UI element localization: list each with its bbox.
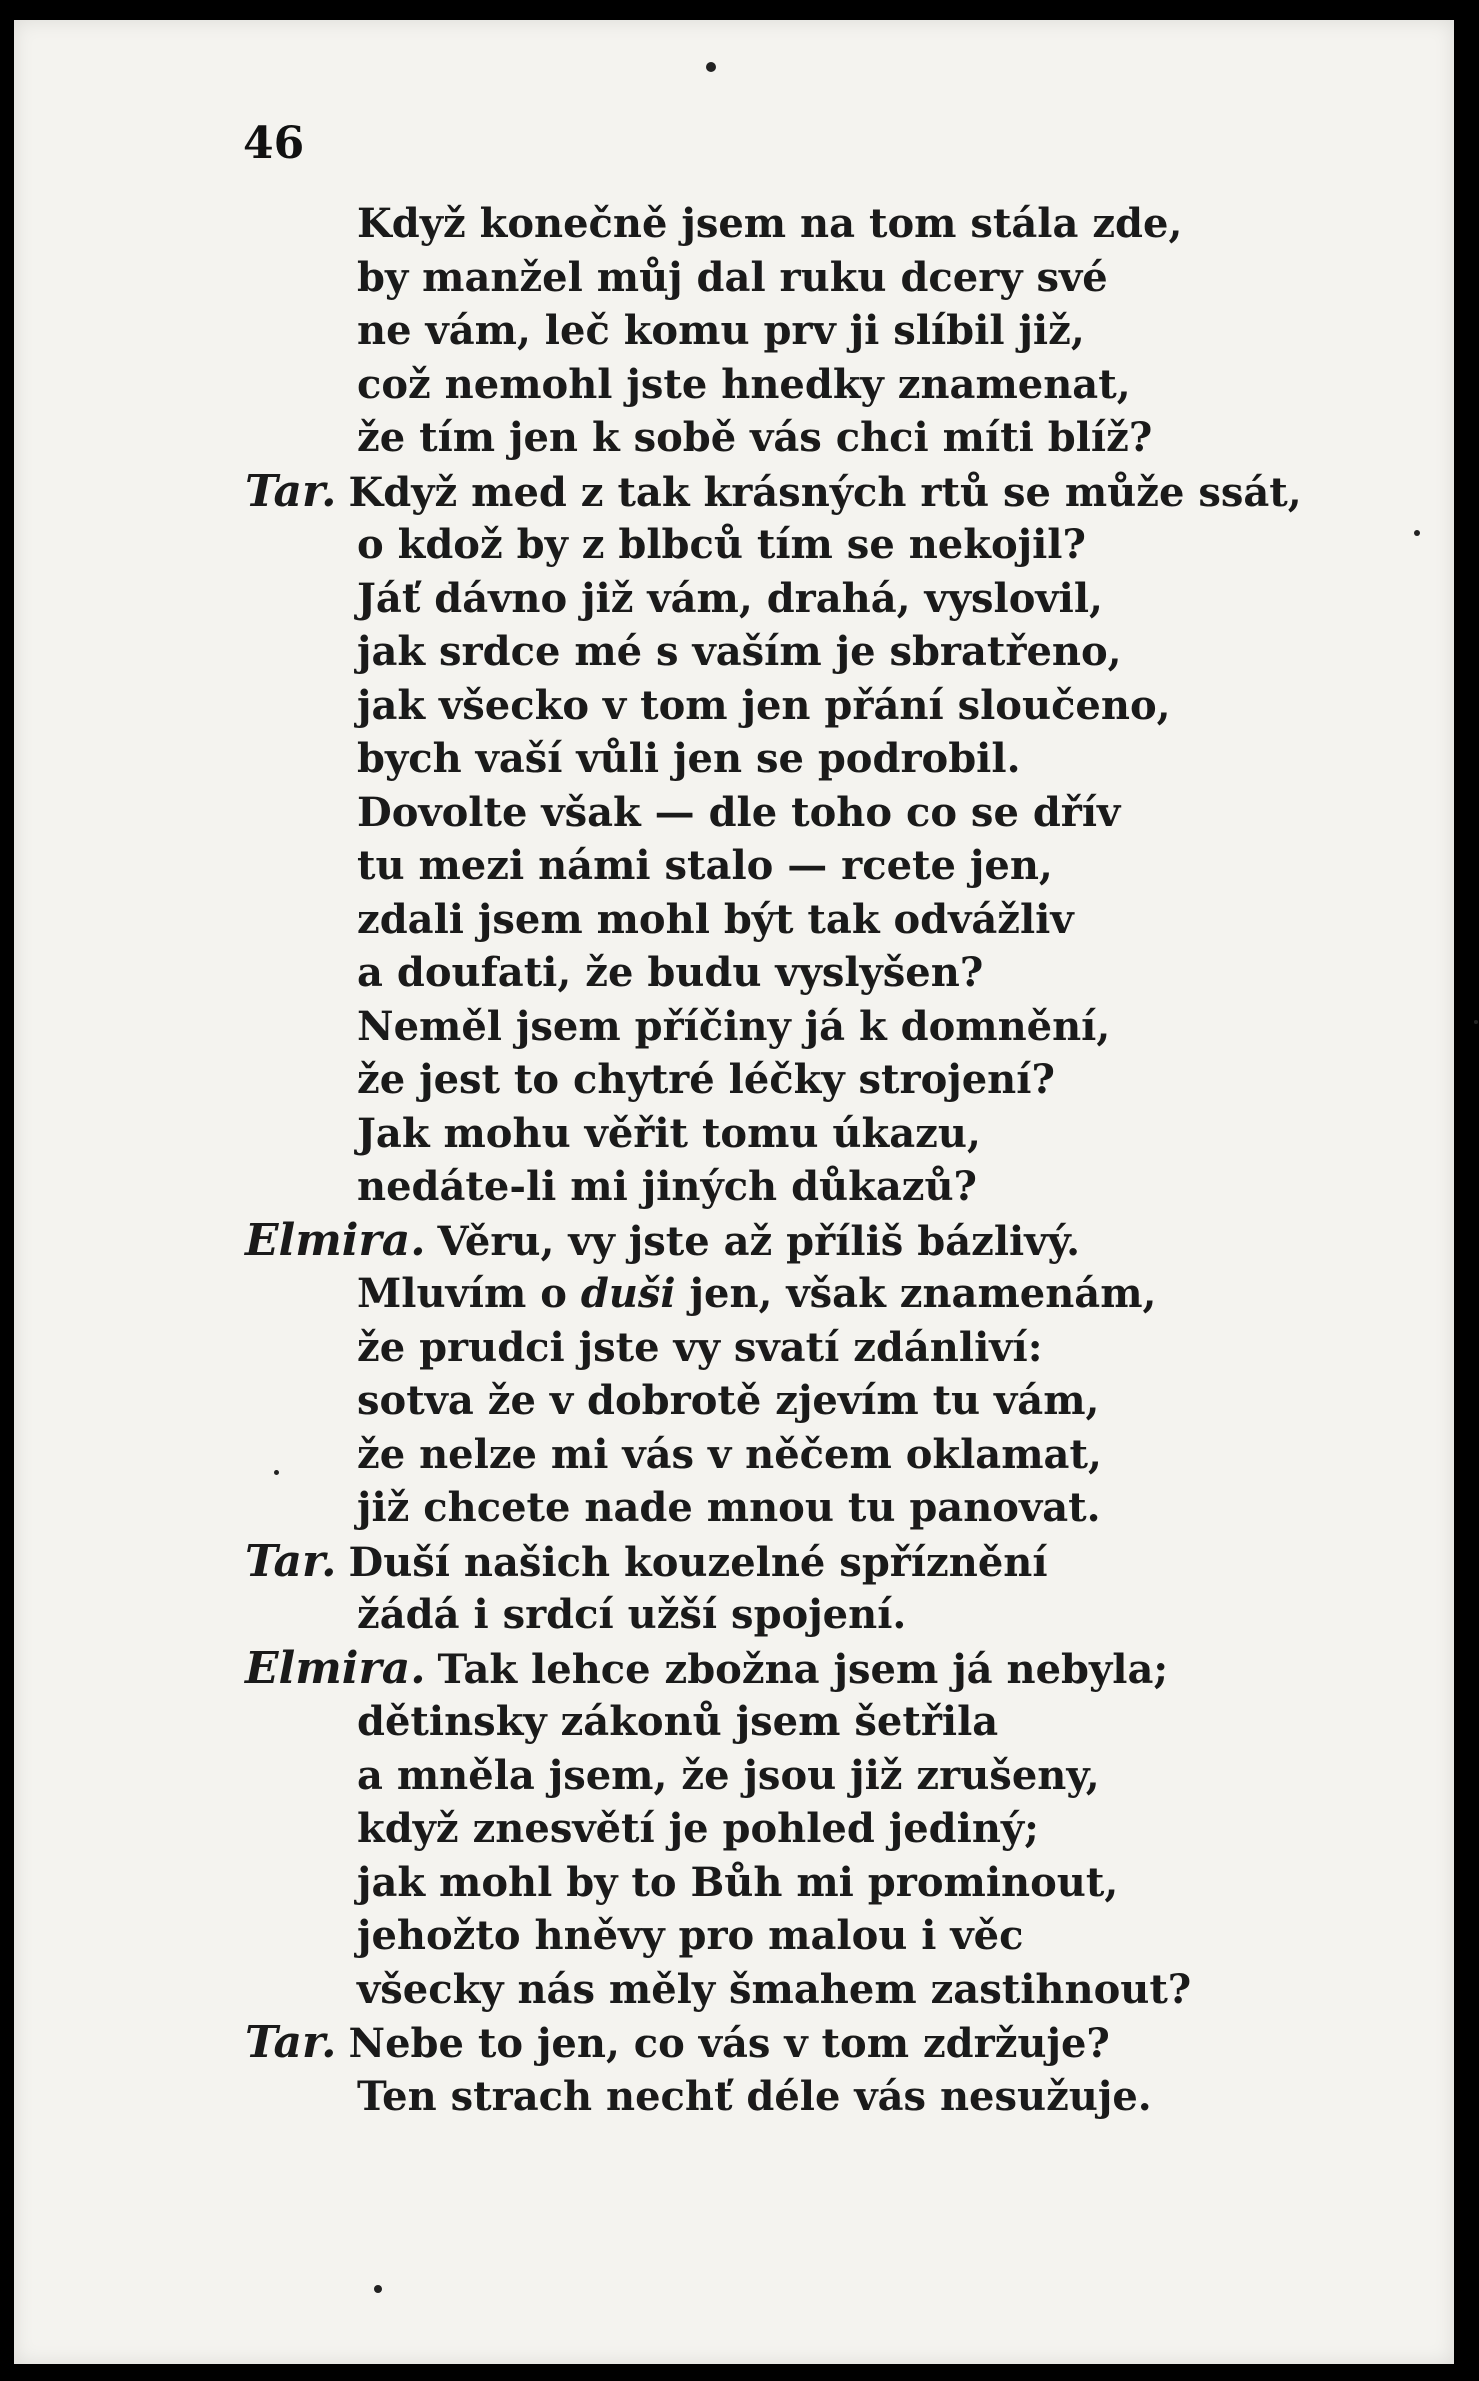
line-text: Když konečně jsem na tom stála zde,: [357, 200, 1183, 247]
line-text: o kdož by z blbců tím se nekojil?: [357, 521, 1086, 568]
verse-line: [245, 1481, 1395, 1535]
ink-speck: [374, 2285, 382, 2293]
verse-line: [245, 251, 1395, 305]
speaker-name: Tar.: [245, 1535, 337, 1587]
verse-text: [245, 197, 1395, 2123]
verse-line: [245, 1642, 1395, 1696]
verse-line: [245, 1321, 1395, 1375]
line-text: všecky nás měly šmahem zastihnout?: [357, 1965, 1192, 2013]
line-text: by manžel můj dal ruku dcery své: [357, 253, 1108, 301]
line-text: zdali jsem mohl být tak odvážliv: [357, 895, 1074, 943]
verse-line: [245, 679, 1395, 733]
verse-line: [245, 572, 1395, 626]
line-text: Ten strach nechť déle vás nesužuje.: [357, 2072, 1152, 2120]
verse-line: [245, 1160, 1395, 1214]
line-text: Neměl jsem příčiny já k domnění,: [357, 1002, 1111, 1050]
line-text: že nelze mi vás v něčem oklamat,: [357, 1430, 1102, 1478]
verse-line: [245, 1000, 1395, 1054]
line-text: jen, však znamenám,: [675, 1270, 1157, 1317]
line-text: ne vám, leč komu prv ji slíbil již,: [357, 307, 1085, 354]
speaker-name: Tar.: [245, 2017, 337, 2068]
line-text: že prudci jste vy svatí zdánliví:: [357, 1323, 1043, 1371]
verse-line: [245, 946, 1395, 1000]
line-text: Duší našich kouzelné spříznění: [348, 1538, 1048, 1586]
verse-line: [245, 411, 1395, 465]
line-text: Jáť dávno již vám, drahá, vyslovil,: [357, 574, 1103, 622]
line-text: Dovolte však — dle toho co se dřív: [357, 788, 1121, 836]
ink-speck: [706, 62, 716, 72]
line-text: jak srdce mé s vaším je sbratřeno,: [357, 628, 1122, 675]
verse-line: [245, 1535, 1395, 1589]
verse-line: [245, 839, 1395, 893]
speaker-name: Elmira.: [245, 1214, 426, 1266]
verse-line: [245, 197, 1395, 251]
line-text: že jest to chytré léčky strojení?: [357, 1056, 1055, 1103]
verse-line: [245, 518, 1395, 572]
verse-line: [245, 625, 1395, 679]
line-text: jehožto hněvy pro malou i věc: [357, 1912, 1024, 1959]
line-text: žádá i srdcí užší spojení.: [357, 1591, 907, 1638]
line-text: když znesvětí je pohled jediný;: [357, 1805, 1039, 1852]
verse-line: [245, 1107, 1395, 1161]
line-text: Věru, vy jste až příliš bázlivý.: [437, 1217, 1081, 1265]
line-text: tu mezi námi stalo — rcete jen,: [357, 842, 1053, 889]
ink-speck: [1474, 1020, 1478, 1024]
line-text: Jak mohu věřit tomu úkazu,: [357, 1109, 981, 1157]
line-text: již chcete nade mnou tu panovat.: [357, 1484, 1101, 1531]
speaker-name: Elmira.: [245, 1642, 426, 1694]
verse-line: [245, 2016, 1395, 2070]
line-text: což nemohl jste hnedky znamenat,: [357, 360, 1131, 408]
ink-speck: [1414, 530, 1420, 536]
verse-line: [245, 1802, 1395, 1856]
line-text: bych vaší vůli jen se podrobil.: [357, 735, 1021, 782]
line-text: Mluvím o: [357, 1270, 581, 1317]
verse-line: [245, 358, 1395, 412]
line-text: Když med z tak krásných rtů se může ssát,: [348, 468, 1302, 516]
line-text: a doufati, že budu vyslyšen?: [357, 949, 984, 996]
line-text: dětinsky zákonů jsem šetřila: [357, 1698, 999, 1745]
verse-line: [245, 1695, 1395, 1749]
verse-line: [245, 1856, 1395, 1910]
verse-line: [245, 2070, 1395, 2124]
page-number: 46: [243, 118, 305, 169]
verse-line: [245, 1749, 1395, 1803]
verse-line: [245, 465, 1395, 519]
verse-line: [245, 1214, 1395, 1268]
line-text: a mněla jsem, že jsou již zrušeny,: [357, 1751, 1100, 1799]
line-text: Tak lehce zbožna jsem já nebyla;: [437, 1645, 1169, 1693]
line-text: že tím jen k sobě vás chci míti blíž?: [357, 414, 1153, 461]
verse-line: [245, 1374, 1395, 1428]
line-text: jak mohl by to Bůh mi prominout,: [357, 1858, 1119, 1906]
verse-line: [245, 1267, 1395, 1321]
verse-line: [245, 1053, 1395, 1107]
verse-line: [245, 893, 1395, 947]
verse-line: [245, 1909, 1395, 1963]
line-text: nedáte-li mi jiných důkazů?: [357, 1163, 977, 1210]
verse-line: [245, 1963, 1395, 2017]
line-text-italic: duši: [580, 1270, 676, 1317]
line-text: sotva že v dobrotě zjevím tu vám,: [357, 1377, 1100, 1424]
line-text: Nebe to jen, co vás v tom zdržuje?: [348, 2020, 1110, 2067]
speaker-name: Tar.: [245, 465, 337, 517]
verse-line: [245, 304, 1395, 358]
verse-line: [245, 786, 1395, 840]
verse-line: [245, 1428, 1395, 1482]
verse-line: [245, 1588, 1395, 1642]
line-text: jak všecko v tom jen přání sloučeno,: [357, 681, 1171, 729]
verse-line: [245, 732, 1395, 786]
